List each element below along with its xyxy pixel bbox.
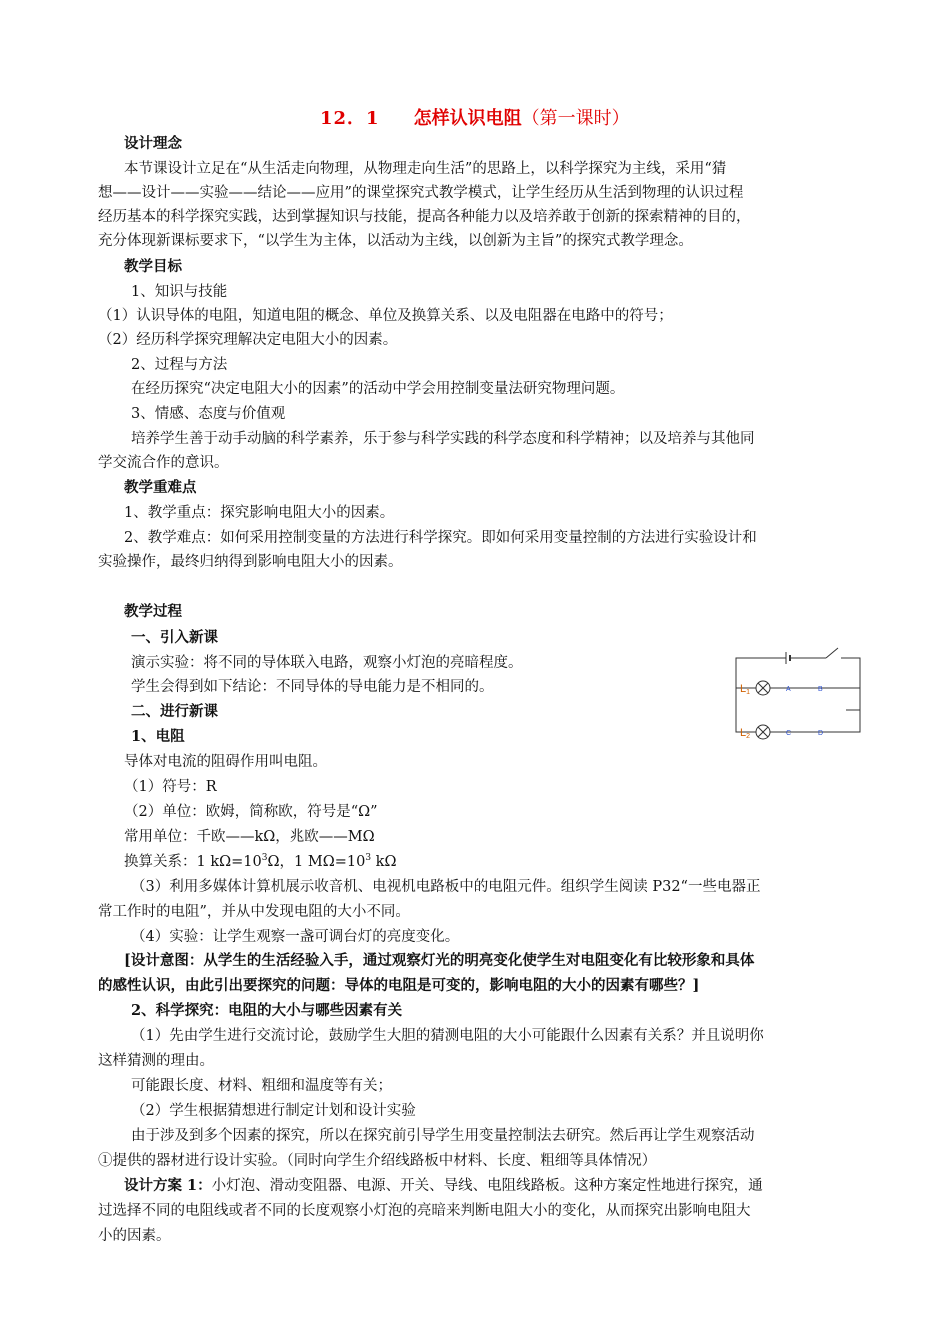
heading-section: 一、引入新课 xyxy=(131,629,218,646)
paragraph-line: 由于涉及到多个因素的探究，所以在探究前引导学生用变量控制法去研究。然后再让学生观察活动 xyxy=(131,1128,755,1144)
heading-subsection: 2、科学探究：电阻的大小与哪些因素有关 xyxy=(131,1002,403,1019)
conversion-line xyxy=(124,852,396,872)
paragraph-line: 在经历探究“决定电阻大小的因素”的活动中学会用控制变量法研究物理问题。 xyxy=(131,381,625,397)
paragraph-line: ①提供的器材进行设计实验。（同时向学生介绍线路板中材料、长度、粗细等具体情况） xyxy=(98,1153,657,1169)
plan-text: 小灯泡、滑动变阻器、电源、开关、导线、电阻线路板。这种方案定性地进行探究，通 xyxy=(211,1178,763,1194)
paragraph-line: 2、过程与方法 xyxy=(131,357,228,373)
heading-section: 二、进行新课 xyxy=(131,703,218,720)
conversion-exponent: 3 xyxy=(261,853,268,864)
circuit-diagram xyxy=(726,640,876,750)
label-l1: L1 xyxy=(740,683,751,696)
paragraph-line: 本节课设计立足在“从生活走向物理，从物理走向生活”的思路上，以科学探究为主线，采用“猜 xyxy=(124,161,727,177)
conversion-exponent: 3 xyxy=(365,853,372,864)
heading-teaching-process: 教学过程 xyxy=(124,603,182,620)
conversion-text: kΩ xyxy=(371,854,397,870)
paragraph-line: 学生会得到如下结论：不同导体的导电能力是不相同的。 xyxy=(131,679,494,695)
plan-label: 设计方案 1： xyxy=(124,1177,212,1194)
paragraph-line: 1、知识与技能 xyxy=(131,284,228,300)
switch-blade xyxy=(826,648,838,658)
paragraph-line: （2）单位：欧姆，简称欧，符号是“Ω” xyxy=(124,804,378,820)
plan-line xyxy=(124,1176,763,1196)
label-l2: L2 xyxy=(740,727,751,740)
conversion-text: 换算关系：1 kΩ=10 xyxy=(124,854,262,870)
paragraph-line: （2）学生根据猜想进行制定计划和设计实验 xyxy=(131,1103,416,1119)
title-sub: （第一课时） xyxy=(521,108,630,129)
paragraph-line: 可能跟长度、材料、粗细和温度等有关； xyxy=(131,1078,392,1094)
heading-design-concept: 设计理念 xyxy=(124,135,182,152)
paragraph-line: 1、教学重点：探究影响电阻大小的因素。 xyxy=(124,505,395,521)
label-d: D xyxy=(818,730,824,737)
paragraph-line: 导体对电流的阻碍作用叫电阻。 xyxy=(124,754,327,770)
paragraph-line: 经历基本的科学探究实践，达到掌握知识与技能，提高各种能力以及培养敢于创新的探索精神的目的， xyxy=(98,209,751,225)
paragraph-line: 2、教学难点：如何采用控制变量的方法进行科学探究。即如何采用变量控制的方法进行实验设计和 xyxy=(124,530,757,546)
paragraph-line: 演示实验：将不同的导体联入电路，观察小灯泡的亮暗程度。 xyxy=(131,655,523,671)
label-b: B xyxy=(818,686,823,693)
paragraph-line: 充分体现新课标要求下，“以学生为主体，以活动为主线，以创新为主旨”的探究式教学理念。 xyxy=(98,233,693,249)
paragraph-line: （1）先由学生进行交流讨论，鼓励学生大胆的猜测电阻的大小可能跟什么因素有关系？并且说明你 xyxy=(131,1028,764,1044)
paragraph-line: 过选择不同的电阻线或者不同的长度观察小灯泡的亮暗来判断电阻大小的变化，从而探究出影响电阻大 xyxy=(98,1203,751,1219)
paragraph-line: 常工作时的电阻”，并从中发现电阻的大小不同。 xyxy=(98,904,410,920)
heading-subsection: 1、电阻 xyxy=(131,728,185,745)
paragraph-line: 小的因素。 xyxy=(98,1228,171,1244)
paragraph-line: （3）利用多媒体计算机展示收音机、电视机电路板中的电阻元件。组织学生阅读 P32“一些电器正 xyxy=(131,879,761,895)
paragraph-line: （4）实验：让学生观察一盏可调台灯的亮度变化。 xyxy=(131,929,460,945)
conversion-text: Ω，1 MΩ=10 xyxy=(267,854,366,870)
design-intent-line: 的感性认识，由此引出要探究的问题：导体的电阻是可变的，影响电阻的大小的因素有哪些？] xyxy=(98,977,700,994)
wire xyxy=(841,658,860,710)
label-c: C xyxy=(786,730,792,737)
title-number: 12．1 xyxy=(320,108,380,129)
paragraph-line: 3、情感、态度与价值观 xyxy=(131,406,286,422)
paragraph-line: 实验操作，最终归纳得到影响电阻大小的因素。 xyxy=(98,554,403,570)
title-main: 怎样认识电阻 xyxy=(413,108,522,129)
page-title xyxy=(320,104,630,130)
heading-key-points: 教学重难点 xyxy=(124,479,197,496)
paragraph-line: （1）符号：R xyxy=(124,779,217,795)
paragraph-line: 想——设计——实验——结论——应用”的课堂探究式教学模式，让学生经历从生活到物理的认识过程 xyxy=(98,185,744,201)
paragraph-line: 培养学生善于动手动脑的科学素养，乐于参与科学实践的科学态度和科学精神；以及培养与其他同 xyxy=(131,431,755,447)
paragraph-line: （1）认识导体的电阻，知道电阻的概念、单位及换算关系、以及电阻器在电路中的符号； xyxy=(98,308,673,324)
paragraph-line: 这样猜测的理由。 xyxy=(98,1053,214,1069)
paragraph-line: 常用单位：千欧——kΩ，兆欧——MΩ xyxy=(124,829,375,845)
design-intent-line: [设计意图：从学生的生活经验入手，通过观察灯光的明亮变化使学生对电阻变化有比较形象和具体 xyxy=(124,952,755,969)
heading-teaching-goals: 教学目标 xyxy=(124,258,182,275)
label-a: A xyxy=(786,686,791,693)
paragraph-line: （2）经历科学探究理解决定电阻大小的因素。 xyxy=(98,332,398,348)
wire xyxy=(770,710,860,732)
paragraph-line: 学交流合作的意识。 xyxy=(98,455,229,471)
